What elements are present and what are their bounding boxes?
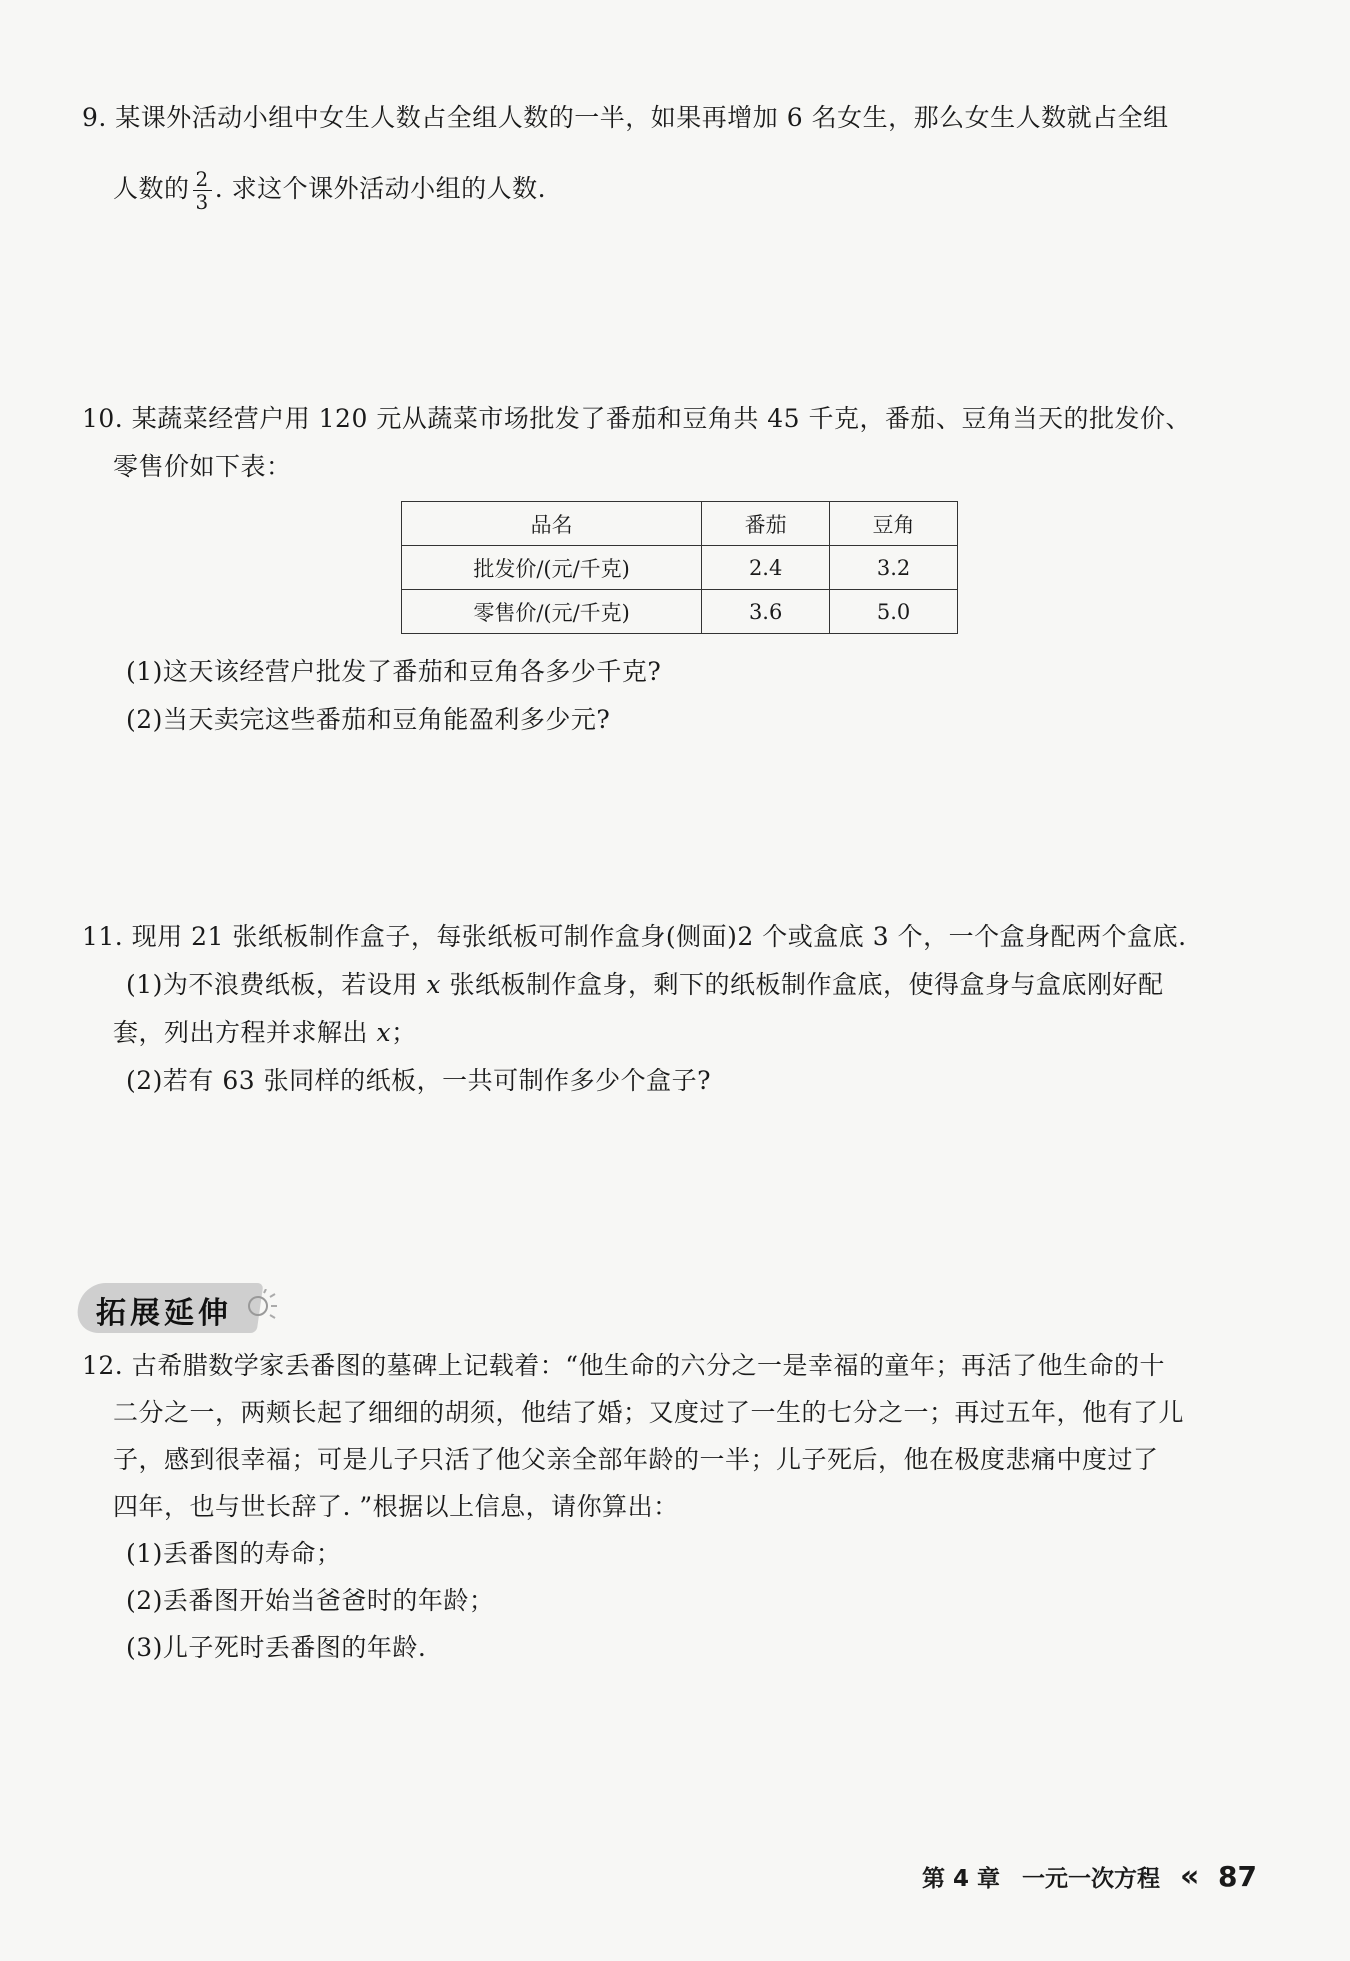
table-cell: 零售价/(元/千克): [402, 590, 702, 634]
q10-sub2: (2)当天卖完这些番茄和豆角能盈利多少元?: [126, 705, 611, 734]
variable-x: x: [376, 1018, 392, 1047]
table-row: [402, 590, 958, 634]
q9-line2-pre: 人数的: [113, 174, 190, 203]
q11-sub1-line2-pre: 套，列出方程并求解出: [113, 1018, 369, 1047]
q10-line1: 10. 某蔬菜经营户用 120 元从蔬菜市场批发了番茄和豆角共 45 千克，番茄、豆角当天的批发价、: [82, 404, 1192, 433]
table-header-row: [402, 502, 958, 546]
fraction-denominator: 3: [195, 190, 209, 214]
q12-line1: 12. 古希腊数学家丢番图的墓碑上记载着：“他生命的六分之一是幸福的童年；再活了他生命的十: [82, 1351, 1165, 1380]
q10-sub1: (1)这天该经营户批发了番茄和豆角各多少千克?: [126, 657, 662, 686]
q9-line2: [113, 168, 546, 213]
q11-sub1-pre: (1)为不浪费纸板，若设用: [126, 970, 418, 999]
q12-line4: 四年，也与世长辞了. ”根据以上信息，请你算出：: [113, 1492, 679, 1521]
table-row: [402, 546, 958, 590]
q11-sub2: (2)若有 63 张同样的纸板，一共可制作多少个盒子?: [126, 1066, 712, 1095]
table-cell: 3.2: [830, 546, 958, 590]
table-cell: 3.6: [702, 590, 830, 634]
variable-x: x: [426, 970, 441, 999]
table-header-cell: 豆角: [830, 502, 958, 546]
q11-sub1-line2-post: ；: [391, 1018, 417, 1047]
q9-line2-post: . 求这个课外活动小组的人数.: [214, 174, 547, 203]
q12-sub3: (3)儿子死时丢番图的年龄.: [126, 1633, 427, 1662]
price-table: [401, 501, 958, 634]
q12-line2: 二分之一，两颊长起了细细的胡须，他结了婚；又度过了一生的七分之一；再过五年，他有了儿: [113, 1398, 1185, 1427]
q12-sub1: (1)丢番图的寿命；: [126, 1539, 342, 1568]
footer-chapter-title: 一元一次方程: [1022, 1866, 1160, 1892]
footer-marker-icon: «: [1180, 1859, 1200, 1894]
table-cell: 批发价/(元/千克): [402, 546, 702, 590]
q11-sub1: [126, 968, 1163, 1002]
table-cell: 2.4: [702, 546, 830, 590]
q12-line3: 子，感到很幸福；可是儿子只活了他父亲全部年龄的一半；儿子死后，他在极度悲痛中度过了: [113, 1445, 1159, 1474]
q11-line1: 11. 现用 21 张纸板制作盒子，每张纸板可制作盒身(侧面)2 个或盒底 3 个，一个盒身配两个盒底.: [82, 922, 1187, 951]
lightbulb-icon: [244, 1289, 278, 1323]
q11-sub1-line2: [113, 1016, 417, 1050]
table-header-cell: 番茄: [702, 502, 830, 546]
footer-chapter: 第 4 章: [922, 1866, 1001, 1892]
q10-line2: 零售价如下表：: [113, 452, 292, 481]
q9-line1: 9. 某课外活动小组中女生人数占全组人数的一半，如果再增加 6 名女生，那么女生人数就占全组: [82, 103, 1169, 132]
q12-sub2: (2)丢番图开始当爸爸时的年龄；: [126, 1586, 495, 1615]
page-number: 87: [1218, 1860, 1257, 1893]
table-cell: 5.0: [830, 590, 958, 634]
q11-sub1-post: 张纸板制作盒身，剩下的纸板制作盒底，使得盒身与盒底刚好配: [449, 970, 1164, 999]
fraction-numerator: 2: [193, 168, 212, 191]
table-header-cell: 品名: [402, 502, 702, 546]
section-title: 拓展延伸: [96, 1296, 232, 1331]
fraction-two-thirds: [193, 168, 212, 213]
